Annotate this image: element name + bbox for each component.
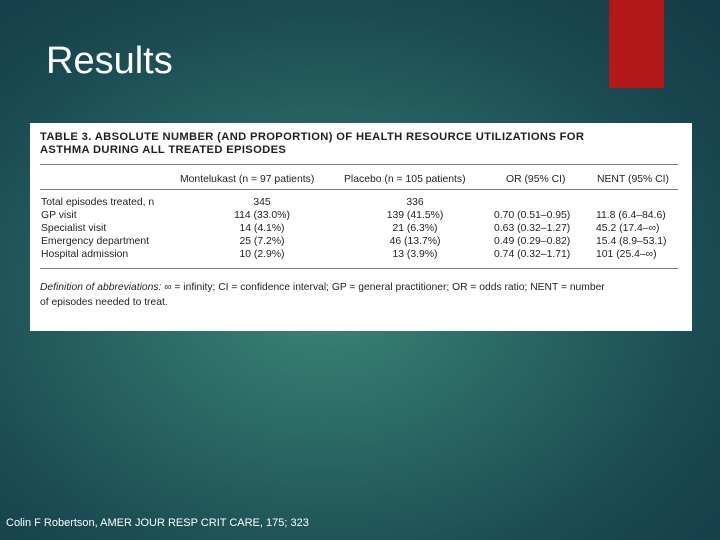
row-montelukast: 114 (33.0%)	[234, 210, 290, 221]
header-nent-text: NENT (95% CI)	[597, 174, 669, 185]
row-label: Hospital admission	[41, 249, 129, 260]
row-nent: 101 (25.4–∞)	[596, 249, 657, 260]
row-placebo: 336	[406, 197, 424, 208]
row-montelukast: 345	[253, 197, 271, 208]
table-bottom-rule	[40, 268, 678, 269]
row-placebo: 13 (3.9%)	[392, 249, 438, 260]
row-label: Total episodes treated, n	[41, 197, 155, 208]
row-nent: 11.8 (6.4–84.6)	[596, 210, 666, 221]
table-footnote	[40, 280, 682, 310]
table-caption-line-1: TABLE 3. ABSOLUTE NUMBER (AND PROPORTION) OF HEALTH RESOURCE UTILIZATIONS FOR	[40, 131, 585, 143]
row-montelukast: 14 (4.1%)	[239, 223, 285, 234]
row-label: Emergency department	[41, 236, 150, 247]
table-panel	[30, 123, 692, 331]
header-or	[506, 174, 565, 186]
header-or-text: OR (95% CI)	[506, 174, 566, 185]
row-or: 0.63 (0.32–1.27)	[494, 223, 571, 234]
header-montelukast	[180, 174, 314, 186]
row-nent: 15.4 (8.9–53.1)	[596, 236, 667, 247]
header-nent	[597, 174, 669, 186]
row-label: GP visit	[41, 210, 77, 221]
row-placebo: 139 (41.5%)	[386, 210, 444, 221]
row-placebo: 21 (6.3%)	[392, 223, 438, 234]
header-placebo	[344, 174, 466, 186]
footnote-line-1	[40, 280, 682, 295]
footnote-line-2: of episodes needed to treat.	[40, 297, 168, 308]
table-caption-line-2: ASTHMA DURING ALL TREATED EPISODES	[40, 144, 287, 156]
row-placebo: 46 (13.7%)	[389, 236, 441, 247]
row-montelukast: 25 (7.2%)	[239, 236, 285, 247]
row-or: 0.70 (0.51–0.95)	[494, 210, 571, 221]
table-caption	[40, 131, 680, 157]
footnote-label: Definition of abbreviations:	[40, 282, 162, 293]
row-montelukast: 10 (2.9%)	[239, 249, 285, 260]
accent-bar	[609, 0, 664, 88]
slide-title: Results	[46, 40, 173, 82]
header-montelukast-text: Montelukast (n = 97 patients)	[180, 174, 315, 185]
header-rule	[40, 189, 678, 190]
row-label: Specialist visit	[41, 223, 107, 234]
row-or: 0.49 (0.29–0.82)	[494, 236, 571, 247]
header-placebo-text: Placebo (n = 105 patients)	[344, 174, 466, 185]
footnote-text-1: ∞ = infinity; CI = confidence interval; GP = general practitioner; OR = odds ratio; NENT = number	[164, 282, 605, 293]
source-credit: Colin F Robertson, AMER JOUR RESP CRIT CARE, 175; 323	[6, 517, 309, 529]
row-or: 0.74 (0.32–1.71)	[494, 249, 571, 260]
table-top-rule	[40, 164, 678, 165]
row-nent: 45.2 (17.4–∞)	[596, 223, 660, 234]
